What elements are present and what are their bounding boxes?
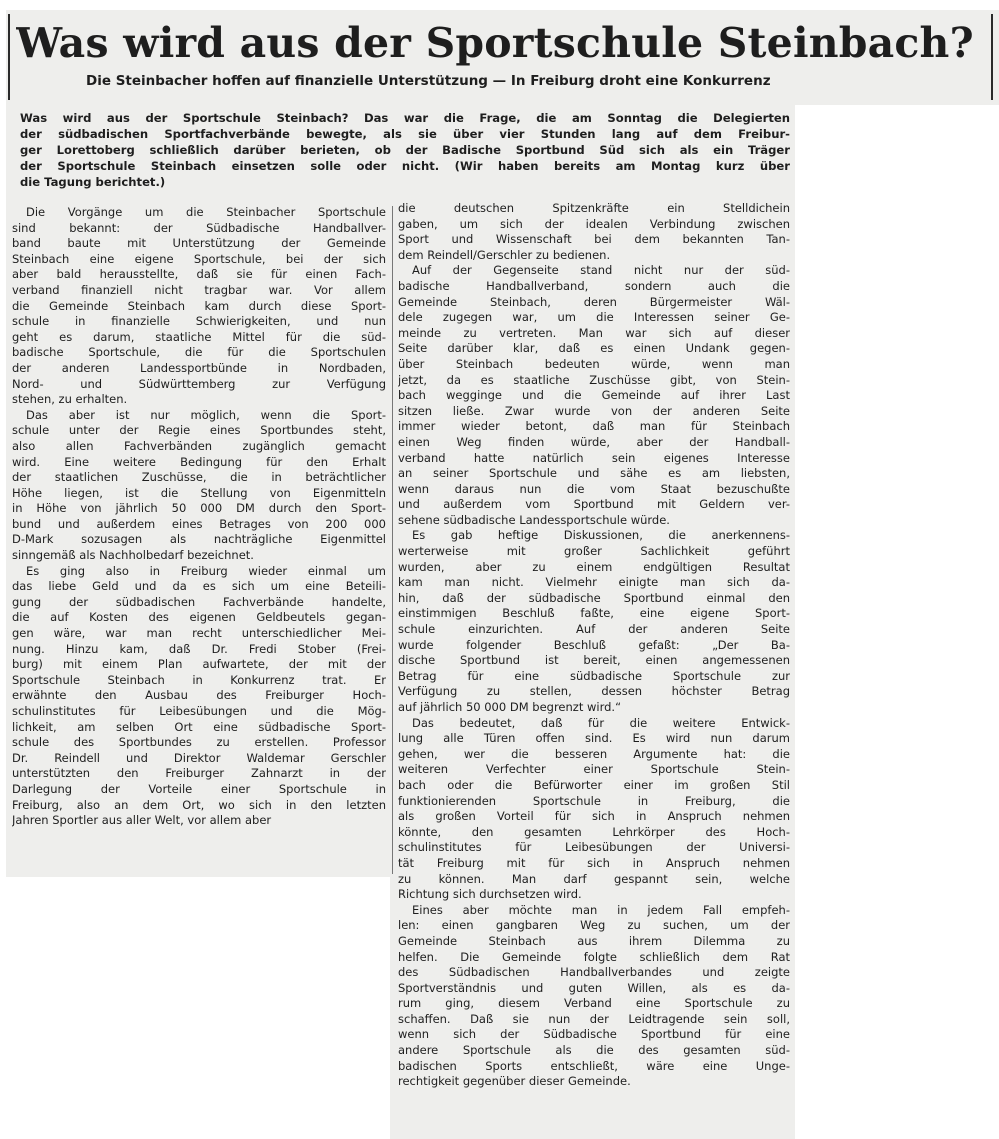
- right-column-line: wenn daraus nun die vom Staat bezuschußte: [398, 481, 790, 496]
- right-column-line: kam man nicht. Vielmehr einigte man sich da-: [398, 575, 790, 590]
- left-column-line: Dr. Reindell und Direktor Waldemar Gerschler: [12, 750, 386, 765]
- right-column-line: rum ging, diesem Verband eine Sportschule zu: [398, 996, 790, 1011]
- right-column-line: dele zugegen war, um die Interessen seiner Ge-: [398, 310, 790, 325]
- right-column: [398, 201, 790, 1090]
- right-column-line: gaben, um sich der idealen Verbindung zwischen: [398, 216, 790, 231]
- right-column-line: an seiner Sportschule und sähe es am liebsten,: [398, 466, 790, 481]
- left-column-line: Jahren Sportler aus aller Welt, vor allem aber: [12, 813, 272, 828]
- right-column-line: wurde folgender Beschluß gefaßt: „Der Ba-: [398, 637, 790, 652]
- left-column-line: also allen Fachverbänden zugänglich gemacht: [12, 438, 386, 453]
- right-column-line: weiteren Verfechter einer Sportschule Stein-: [398, 762, 790, 777]
- right-column-line: meinde zu vertreten. Man war sich auf dieser: [398, 325, 790, 340]
- left-column-line: unterstützten den Freiburger Zahnarzt in der: [12, 766, 386, 781]
- left-column-line: sinngemäß als Nachholbedarf bezeichnet.: [12, 548, 254, 563]
- left-column-line: Die Vorgänge um die Steinbacher Sportschule: [26, 205, 386, 219]
- left-column-line: badische Sportschule, die für die Sportschulen: [12, 345, 386, 360]
- right-column-line: des Südbadischen Handballverbandes und zeigte: [398, 965, 790, 980]
- left-column-line: erwähnte den Ausbau des Freiburger Hoch-: [12, 688, 386, 703]
- left-column-line: der staatlichen Zuschüsse, die in beträchtlicher: [12, 470, 386, 485]
- headline-right-rule: [991, 14, 993, 100]
- left-column-line: verband finanziell nicht tragbar war. Vor allem: [12, 282, 386, 297]
- lead-line: ger Lorettoberg schließlich darüber berieten, ob der Badische Sportbund Süd sich als ein Träger: [20, 143, 790, 157]
- right-column-line: Seite darüber klar, daß es einen Undank gegen-: [398, 341, 790, 356]
- left-column-line: gen wäre, war man recht unterschiedlicher Mei-: [12, 626, 386, 641]
- right-column-line: sitzen ließe. Zwar wurde von der anderen Seite: [398, 403, 790, 418]
- right-column-line: gehen, wer die besseren Argumente hat: die: [398, 746, 790, 761]
- right-column-line: len: einen gangbaren Weg zu suchen, um der: [398, 918, 790, 933]
- right-column-line: wurden, aber zu einem endgültigen Resultat: [398, 559, 790, 574]
- right-column-line: Gemeinde Steinbach, deren Bürgermeister Wäl-: [398, 294, 790, 309]
- right-column-line: Verfügung zu stellen, dessen höchster Betrag: [398, 684, 790, 699]
- left-column-line: bund und außerdem eines Betrages von 200 000: [12, 516, 386, 531]
- left-column: [12, 205, 386, 829]
- right-column-line: jetzt, da es staatliche Zuschüsse gibt, von Stein-: [398, 372, 790, 387]
- right-column-line: als großen Vorteil für sich in Anspruch nehmen: [398, 809, 790, 824]
- right-column-line: dem Reindell/Gerschler zu bedienen.: [398, 247, 611, 262]
- right-column-line: einen Weg finden würde, aber der Handball-: [398, 434, 790, 449]
- left-column-line: die Gemeinde Steinbach kam durch diese Sport-: [12, 298, 386, 313]
- left-column-line: band baute mit Unterstützung der Gemeinde: [12, 236, 386, 251]
- right-column-line: Gemeinde Steinbach aus ihrem Dilemma zu: [398, 933, 790, 948]
- left-column-line: in Höhe von jährlich 50 000 DM durch den Sport-: [12, 501, 386, 516]
- right-column-line: einstimmigen Beschluß faßte, eine eigene Sport-: [398, 606, 790, 621]
- right-column-line: dische Sportbund ist bereit, einen angemessenen: [398, 653, 790, 668]
- left-column-line: D-Mark sozusagen als nachträgliche Eigenmittel: [12, 532, 386, 547]
- left-column-line: das liebe Geld und da es sich um eine Beteili-: [12, 579, 386, 594]
- right-column-line: und außerdem vom Sportbund mit Geldern ver-: [398, 497, 790, 512]
- left-column-line: schule in finanzielle Schwierigkeiten, und nun: [12, 314, 386, 329]
- right-column-line: helfen. Die Gemeinde folgte schließlich dem Rat: [398, 949, 790, 964]
- left-column-line: der anderen Landessportbünde in Nordbaden,: [12, 360, 386, 375]
- right-column-line: Sportverständnis und guten Willen, als es da-: [398, 980, 790, 995]
- left-column-line: aber bald herausstellte, daß sie für einen Fach-: [12, 267, 386, 282]
- right-column-line: lung alle Türen offen sind. Es wird nun darum: [398, 731, 790, 746]
- headline: Was wird aus der Sportschule Steinbach?: [16, 19, 974, 67]
- right-column-line: badische Handballverband, sondern auch die: [398, 278, 790, 293]
- right-column-line: schule einzurichten. Auf der anderen Seite: [398, 622, 790, 637]
- left-column-line: wird. Eine weitere Bedingung für den Erhalt: [12, 454, 386, 469]
- right-column-line: badischen Sports entschließt, wäre eine Unge-: [398, 1058, 790, 1073]
- right-column-line: schulinstitutes für Leibesübungen der Universi-: [398, 840, 790, 855]
- right-column-line: werterweise mit großer Sachlichkeit geführt: [398, 544, 790, 559]
- right-column-line: andere Sportschule als die des gesamten süd-: [398, 1043, 790, 1058]
- left-column-line: schule unter der Regie eines Sportbundes steht,: [12, 423, 386, 438]
- right-column-line: über Steinbach bedeuten würde, wenn man: [398, 356, 790, 371]
- right-column-line: Eines aber möchte man in jedem Fall empfeh-: [412, 902, 790, 917]
- right-column-line: schaffen. Daß sie nun der Leidtragende sein soll,: [398, 1011, 790, 1026]
- lead-line: die Tagung berichtet.): [20, 175, 166, 189]
- right-column-line: hin, daß der südbadische Sportbund einmal den: [398, 590, 790, 605]
- column-divider: [392, 206, 393, 874]
- lead-paragraph: [20, 110, 790, 190]
- left-column-line: sind bekannt: der Südbadische Handballver-: [12, 220, 386, 235]
- left-column-line: burg) mit einem Plan aufwartete, der mit der: [12, 657, 386, 672]
- left-column-line: Sportschule Steinbach in Konkurrenz trat. Er: [12, 672, 386, 687]
- lead-line: Was wird aus der Sportschule Steinbach? Das war die Frage, die am Sonntag die Delegierten: [20, 111, 790, 125]
- left-column-line: Nord- und Südwürttemberg zur Verfügung: [12, 376, 386, 391]
- left-column-line: geht es darum, staatliche Mittel für die süd-: [12, 329, 386, 344]
- right-column-line: Richtung sich durchsetzen wird.: [398, 887, 582, 902]
- right-column-line: funktionierenden Sportschule in Freiburg, die: [398, 793, 790, 808]
- right-column-line: Es gab heftige Diskussionen, die anerkennens-: [412, 528, 790, 543]
- right-column-line: Auf der Gegenseite stand nicht nur der süd-: [412, 263, 790, 278]
- left-column-line: Das aber ist nur möglich, wenn die Sport-: [26, 407, 386, 422]
- right-column-line: Das bedeutet, daß für die weitere Entwick-: [412, 715, 790, 730]
- left-column-line: nung. Hinzu kam, daß Dr. Fredi Stober (Frei-: [12, 641, 386, 656]
- right-column-line: Betrag für eine südbadische Sportschule zur: [398, 668, 790, 683]
- left-column-line: schule des Sportbundes zu erstellen. Professor: [12, 735, 386, 750]
- left-column-line: schulinstitutes für Leibesübungen und die Mög-: [12, 704, 386, 718]
- left-column-line: gung der südbadischen Fachverbände handelte,: [12, 594, 386, 609]
- left-column-line: stehen, zu erhalten.: [12, 392, 128, 407]
- left-column-line: Darlegung der Vorteile einer Sportschule in: [12, 781, 386, 796]
- lead-line: der Sportschule Steinbach einsetzen solle oder nicht. (Wir haben bereits am Montag kurz über: [20, 159, 790, 173]
- left-column-line: Höhe liegen, ist die Stellung von Eigenmitteln: [12, 485, 386, 500]
- right-column-line: Sport und Wissenschaft bei dem bekannten Tan-: [398, 232, 790, 247]
- right-column-line: auf jährlich 50 000 DM begrenzt wird.“: [398, 700, 622, 714]
- right-column-line: könnte, den gesamten Lehrkörper des Hoch-: [398, 824, 790, 839]
- left-column-line: lichkeit, am selben Ort eine südbadische Sport-: [12, 719, 386, 734]
- right-column-line: rechtigkeit gegenüber dieser Gemeinde.: [398, 1074, 631, 1089]
- subtitle: Die Steinbacher hoffen auf finanzielle Unterstützung — In Freiburg droht eine Konkurrenz: [86, 73, 771, 89]
- lead-line: der südbadischen Sportfachverbände bewegte, als sie über vier Stunden lang auf dem Freibur-: [20, 127, 790, 141]
- right-column-line: zu können. Man darf gespannt sein, welche: [398, 871, 790, 886]
- right-column-line: bach oder die Befürworter einer im großen Stil: [398, 777, 790, 792]
- left-column-line: Steinbach eine eigene Sportschule, bei der sich: [12, 251, 386, 266]
- right-column-line: wenn sich der Südbadische Sportbund für eine: [398, 1027, 790, 1042]
- right-column-line: sehene südbadische Landessportschule würde.: [398, 512, 670, 527]
- right-column-line: verband hatte natürlich sein eigenes Interesse: [398, 450, 790, 465]
- left-column-line: Freiburg, also an dem Ort, wo sich in den letzten: [12, 797, 386, 812]
- headline-left-rule: [8, 14, 10, 100]
- right-column-line: immer wieder betont, daß man für Steinbach: [398, 419, 790, 434]
- right-column-line: bach weggingе und die Gemeinde auf ihrer Last: [398, 388, 790, 403]
- right-column-line: tät Freiburg mit für sich in Anspruch nehmen: [398, 855, 790, 870]
- left-column-line: die auf Kosten des eigenen Geldbeutels gegan-: [12, 610, 386, 625]
- right-column-line: die deutschen Spitzenkräfte ein Stelldichein: [398, 201, 790, 215]
- left-column-line: Es ging also in Freiburg wieder einmal um: [26, 563, 386, 578]
